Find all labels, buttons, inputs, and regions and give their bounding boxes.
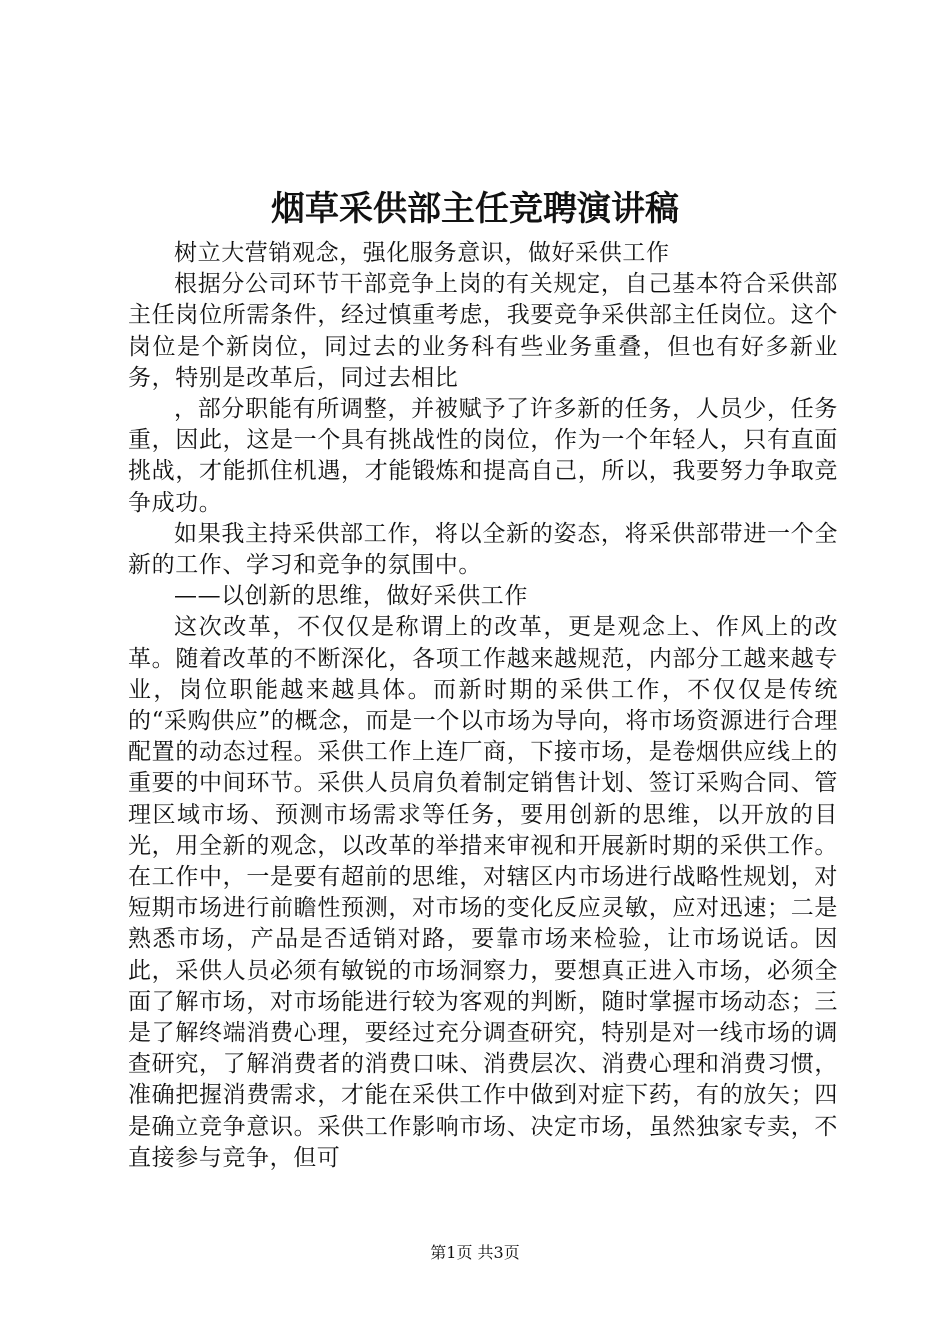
paragraph: ，部分职能有所调整，并被赋予了许多新的任务，人员少，任务重，因此，这是一个具有挑战性的岗位，作为一个年轻人，只有直面挑战，才能抓住机遇，才能锻炼和提高自己，所以，我要努力争取竞争成功。 <box>128 396 838 516</box>
paragraph: 根据分公司环节干部竞争上岗的有关规定，自己基本符合采供部主任岗位所需条件，经过慎重考虑，我要竞争采供部主任岗位。这个岗位是个新岗位，同过去的业务科有些业务重叠，但也有好多新业务，特别是改革后，同过去相比 <box>128 271 838 391</box>
page-footer: 第1页 共3页 <box>430 1243 520 1262</box>
document-title: 烟草采供部主任竞聘演讲稿 <box>271 189 679 229</box>
paragraph: 这次改革，不仅仅是称谓上的改革，更是观念上、作风上的改革。随着改革的不断深化，各项工作越来越规范，内部分工越来越专业，岗位职能越来越具体。而新时期的采供工作，不仅仅是传统的“采购供应”的概念，而是一个以市场为导向，将市场资源进行合理配置的动态过程。采供工作上连厂商，下接市场，是卷烟供应线上的重要的中间环节。采供人员肩负着制定销售计划、签订采购合同、管理区域市场、预测市场需求等任务，要用创新的思维，以开放的目光，用全新的观念，以改革的举措来审视和开展新时期的采供工作。在工作中，一是要有超前的思维，对辖区内市场进行战略性规划，对短期市场进行前瞻性预测，对市场的变化反应灵敏，应对迅速；二是熟悉市场，产品是否适销对路，要靠市场来检验，让市场说话。因此，采供人员必须有敏锐的市场洞察力，要想真正进入市场，必须全面了解市场，对市场能进行较为客观的判断，随时掌握市场动态；三是了解终端消费心理，要经过充分调查研究，特别是对一线市场的调查研究，了解消费者的消费口味、消费层次、消费心理和消费习惯，准确把握消费需求，才能在采供工作中做到对症下药，有的放矢；四是确立竞争意识。采供工作影响市场、决定市场，虽然独家专卖，不直接参与竞争，但可 <box>128 614 838 1171</box>
paragraph: 树立大营销观念，强化服务意识，做好采供工作 <box>174 240 670 266</box>
document-body <box>128 238 838 1174</box>
paragraph: ——以创新的思维，做好采供工作 <box>174 583 528 610</box>
paragraph: 如果我主持采供部工作，将以全新的姿态，将采供部带进一个全新的工作、学习和竞争的氛围中。 <box>128 520 838 579</box>
